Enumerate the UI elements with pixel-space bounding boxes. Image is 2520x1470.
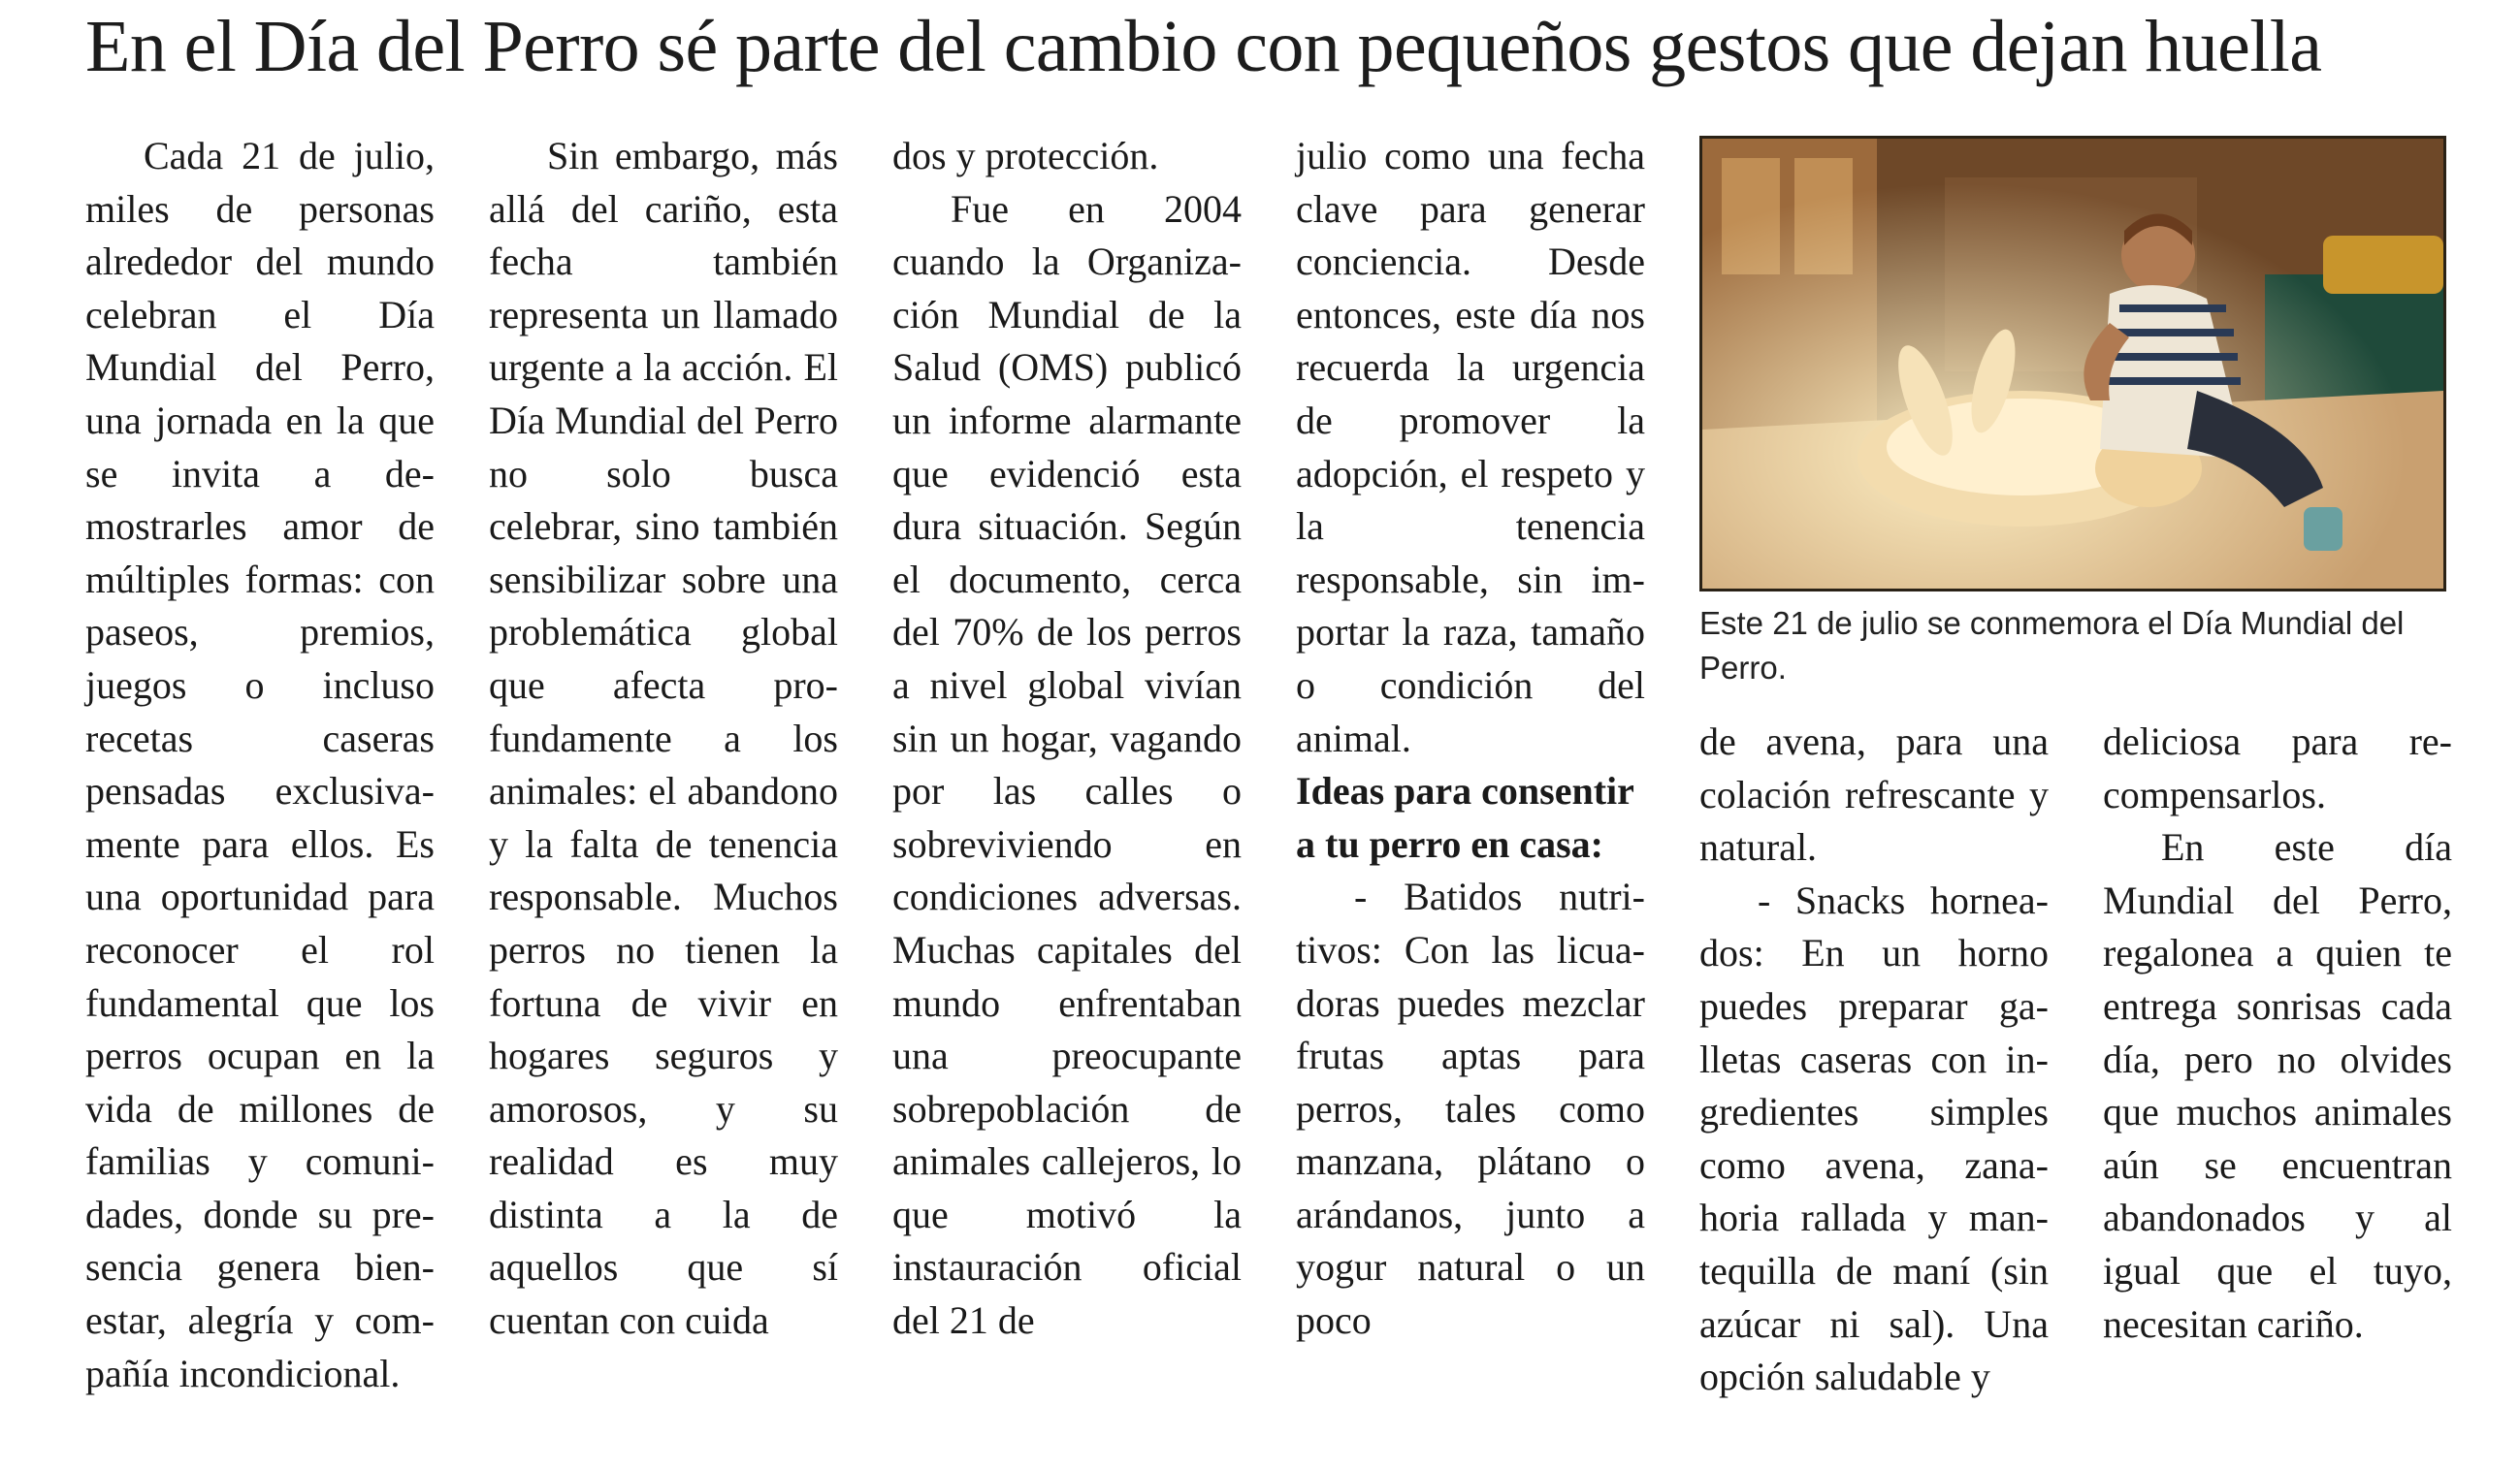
article-column-6 [2103, 716, 2452, 1351]
list-item: - Snacks horneados: En un horno puedes preparar galletas caseras con ingredientes simples como avena, zanahoria rallada y mantequilla de maní (sin azúcar ni sal). Una opción saludable y [1699, 878, 2049, 1399]
dog-and-man-illustration [1702, 139, 2443, 589]
paragraph: de avena, para una colación refrescante y natural. [1699, 719, 2049, 870]
paragraph: dos y protección. [892, 134, 1159, 177]
article-column-2 [489, 130, 838, 1348]
paragraph: julio como una fecha clave para generar conciencia. Desde entonces, este día nos recuerda la urgencia de promover la adopción, el respeto y la tenencia responsable, sin importar la raza, tamaño o condición del animal. [1296, 134, 1645, 760]
list-item: - Batidos nutritivos: Con las licuadoras puedes mezclar frutas aptas para perros, tales como manzana, plátano o arándanos, junto a yogur natural o un poco [1296, 875, 1645, 1343]
article-column-3 [892, 130, 1242, 1348]
article-photo [1699, 136, 2446, 591]
paragraph: Cada 21 de julio, miles de personas alrededor del mundo celebran el Día Mundial del Perro, una jornada en la que se invita a demostrarles amor de múltiples formas: con paseos, premios, juegos o incluso recetas caseras pensadas exclusivamente para ellos. Es una oportunidad para reconocer el rol fundamental que los perros ocupan en la vida de millones de familias y comunidades, donde su presencia genera bienestar, alegría y compañía incondicional. [85, 134, 435, 1395]
paragraph: deliciosa para recompensarlos. [2103, 719, 2452, 816]
paragraph: Sin embargo, más allá del cariño, esta fecha también representa un llamado urgente a la acción. El Día Mundial del Perro no solo busca celebrar, sino también sensibilizar sobre una problemática global que afecta profundamente a los animales: el abandono y la falta de tenencia responsable. Muchos perros no tienen la fortuna de vivir en hogares seguros y amorosos, y su realidad es muy distinta a la de aquellos que sí cuentan con cuida [489, 134, 838, 1343]
article-column-5 [1699, 716, 2049, 1404]
paragraph: Fue en 2004 cuando la Organización Mundial de la Salud (OMS) publicó un informe alarmante que evidenció esta dura situación. Según el documento, cerca del 70% de los perros a nivel global vivían sin un hogar, vagando por las calles o sobreviviendo en condiciones adversas. Muchas capitales del mundo enfrentaban una preocupante sobrepoblación de animales callejeros, lo que motivó la instauración oficial del 21 de [892, 186, 1242, 1343]
article-column-4 [1296, 130, 1645, 1348]
paragraph: En este día Mundial del Perro, regalonea a quien te entrega sonrisas cada día, pero no olvides que muchos animales aún se encuentran abandonados y al igual que el tuyo, necesitan cariño. [2103, 825, 2452, 1346]
headline: En el Día del Perro sé parte del cambio con pequeños gestos que dejan huella [85, 6, 2322, 87]
subheading: Ideas para consentir a tu perro en casa: [1296, 769, 1634, 866]
article-column-1 [85, 130, 435, 1400]
photo-caption: Este 21 de julio se conmemora el Día Mundial del Perro. [1699, 605, 2405, 686]
